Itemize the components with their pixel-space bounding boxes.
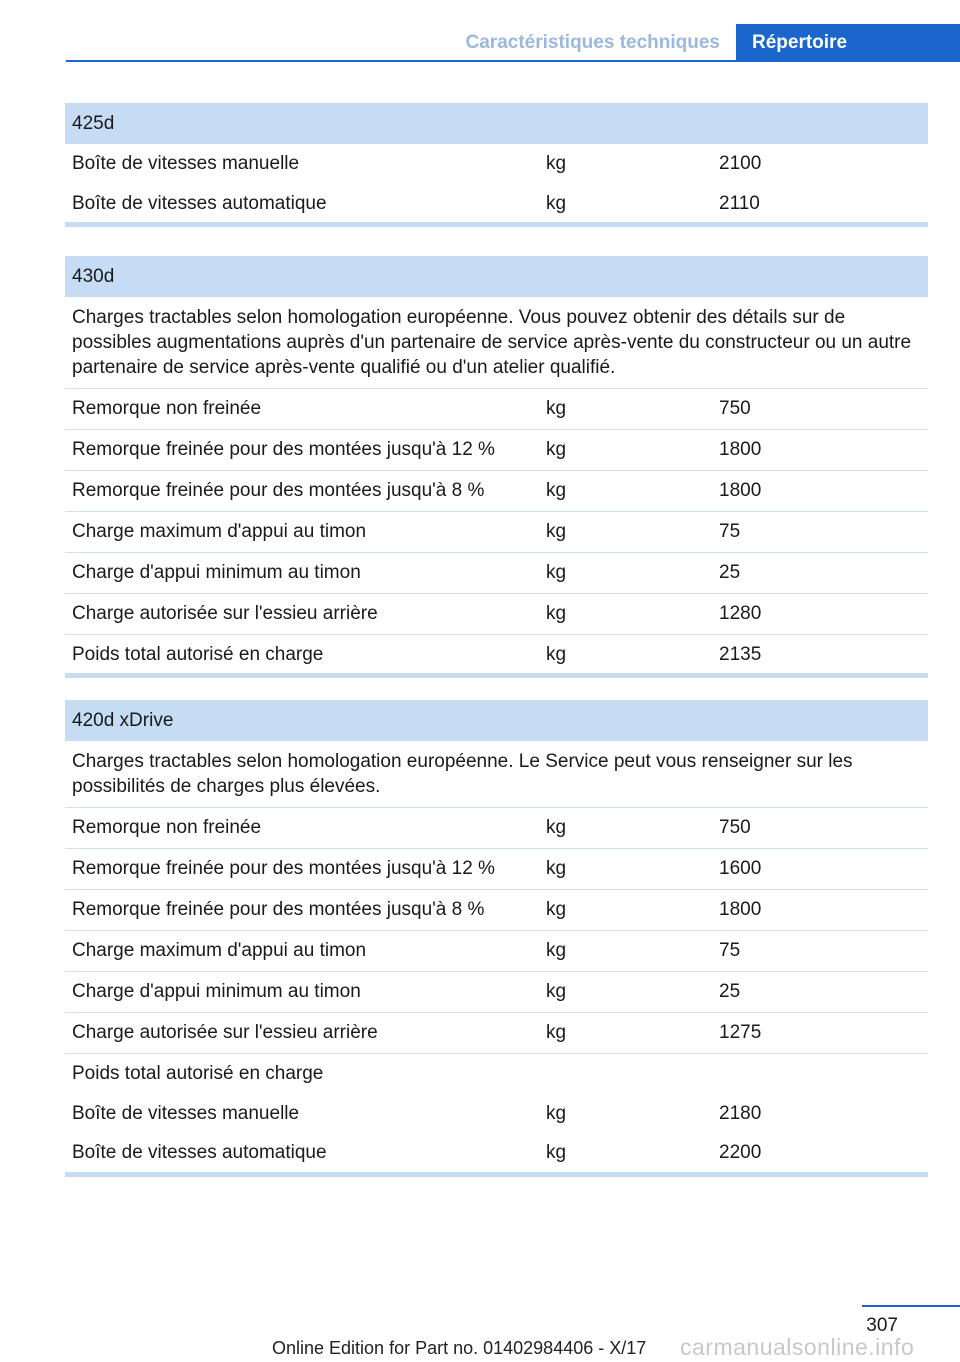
row-unit: kg: [546, 521, 567, 542]
table-row: [65, 1094, 928, 1133]
table-row: [65, 389, 928, 430]
row-value: 2200: [719, 1142, 762, 1163]
row-unit: kg: [546, 1022, 567, 1043]
row-label: Boîte de vitesses manuelle: [72, 153, 300, 174]
row-label: Charge maximum d'appui au timon: [72, 521, 367, 542]
row-label: Poids total autorisé en charge: [72, 644, 324, 665]
table-title: 420d xDrive: [65, 700, 928, 741]
row-unit: kg: [546, 1103, 567, 1124]
row-unit: kg: [546, 439, 567, 460]
row-unit: kg: [546, 858, 567, 879]
spec-table-420d-xdrive: [65, 700, 928, 1177]
table-row: [65, 430, 928, 471]
table-row: [65, 1133, 928, 1172]
row-unit: kg: [546, 153, 567, 174]
row-label: Remorque non freinée: [72, 398, 262, 419]
table-row: [65, 849, 928, 890]
row-label: Remorque freinée pour des montées jusqu'à 8 %: [72, 899, 485, 920]
row-unit: kg: [546, 644, 567, 665]
row-label: Charge d'appui minimum au timon: [72, 562, 361, 583]
table-row: [65, 931, 928, 972]
row-label: Charge autorisée sur l'essieu arrière: [72, 1022, 378, 1043]
row-value: 2180: [719, 1103, 762, 1124]
row-label: Charge maximum d'appui au timon: [72, 940, 367, 961]
row-label: Charge autorisée sur l'essieu arrière: [72, 603, 378, 624]
row-unit: kg: [546, 899, 567, 920]
row-value: 2100: [719, 153, 762, 174]
row-unit: kg: [546, 981, 567, 1002]
row-value: 750: [719, 398, 751, 419]
row-value: 1280: [719, 603, 762, 624]
table-row: [65, 512, 928, 553]
row-unit: kg: [546, 562, 567, 583]
row-label: Remorque freinée pour des montées jusqu'à 12 %: [72, 439, 495, 460]
row-value: 1600: [719, 858, 762, 879]
row-unit: kg: [546, 398, 567, 419]
table-row: [65, 1054, 928, 1094]
table-row: [65, 594, 928, 635]
row-label: Remorque non freinée: [72, 817, 262, 838]
footer-divider: [862, 1305, 960, 1307]
edition-note: Online Edition for Part no. 01402984406 - X/17: [272, 1338, 647, 1358]
header-divider: [66, 60, 960, 62]
row-unit: kg: [546, 817, 567, 838]
row-label: Boîte de vitesses automatique: [72, 1142, 327, 1163]
table-note: Charges tractables selon homologation européenne. Le Service peut vous renseigner sur les possibilités de charges plus élevées.: [65, 741, 928, 808]
watermark: carmanualsonline.info: [680, 1334, 915, 1360]
row-value: 25: [719, 981, 741, 1002]
row-value: 1275: [719, 1022, 762, 1043]
row-value: 2110: [719, 193, 760, 214]
row-unit: kg: [546, 603, 567, 624]
table-row: [65, 471, 928, 512]
table-row: [65, 184, 928, 222]
section-tab-repertoire[interactable]: Répertoire: [736, 24, 960, 62]
row-value: 75: [719, 521, 741, 542]
table-row: [65, 553, 928, 594]
row-value: 2135: [719, 644, 762, 665]
row-value: 1800: [719, 480, 762, 501]
row-label: Boîte de vitesses manuelle: [72, 1103, 300, 1124]
table-title: 430d: [65, 256, 928, 297]
row-label: Poids total autorisé en charge: [72, 1063, 324, 1084]
row-value: 1800: [719, 439, 762, 460]
page-header: [66, 24, 960, 62]
table-row: [65, 1013, 928, 1054]
section-tab-caracteristiques[interactable]: Caractéristiques techniques: [465, 32, 720, 53]
page-number: 307: [866, 1315, 898, 1336]
row-label: Boîte de vitesses automatique: [72, 193, 327, 214]
row-label: Charge d'appui minimum au timon: [72, 981, 361, 1002]
row-value: 750: [719, 817, 751, 838]
row-unit: kg: [546, 193, 567, 214]
table-row: [65, 635, 928, 673]
table-row: [65, 808, 928, 849]
row-label: Remorque freinée pour des montées jusqu'à 8 %: [72, 480, 485, 501]
table-note: Charges tractables selon homologation européenne. Vous pouvez obtenir des détails sur de possibles augmentations auprès d'un partenaire de service après-vente du constructeur ou un autre partenaire de service après-vente qualifié ou d'un atelier qualifié.: [65, 297, 928, 389]
row-value: 25: [719, 562, 741, 583]
table-row: [65, 144, 928, 184]
row-unit: kg: [546, 940, 567, 961]
table-title: 425d: [65, 103, 928, 144]
table-row: [65, 890, 928, 931]
spec-table-425d: [65, 103, 928, 227]
row-unit: kg: [546, 480, 567, 501]
row-unit: kg: [546, 1142, 567, 1163]
row-value: 1800: [719, 899, 762, 920]
table-row: [65, 972, 928, 1013]
row-label: Remorque freinée pour des montées jusqu'à 12 %: [72, 858, 495, 879]
spec-table-430d: [65, 256, 928, 678]
row-value: 75: [719, 940, 741, 961]
